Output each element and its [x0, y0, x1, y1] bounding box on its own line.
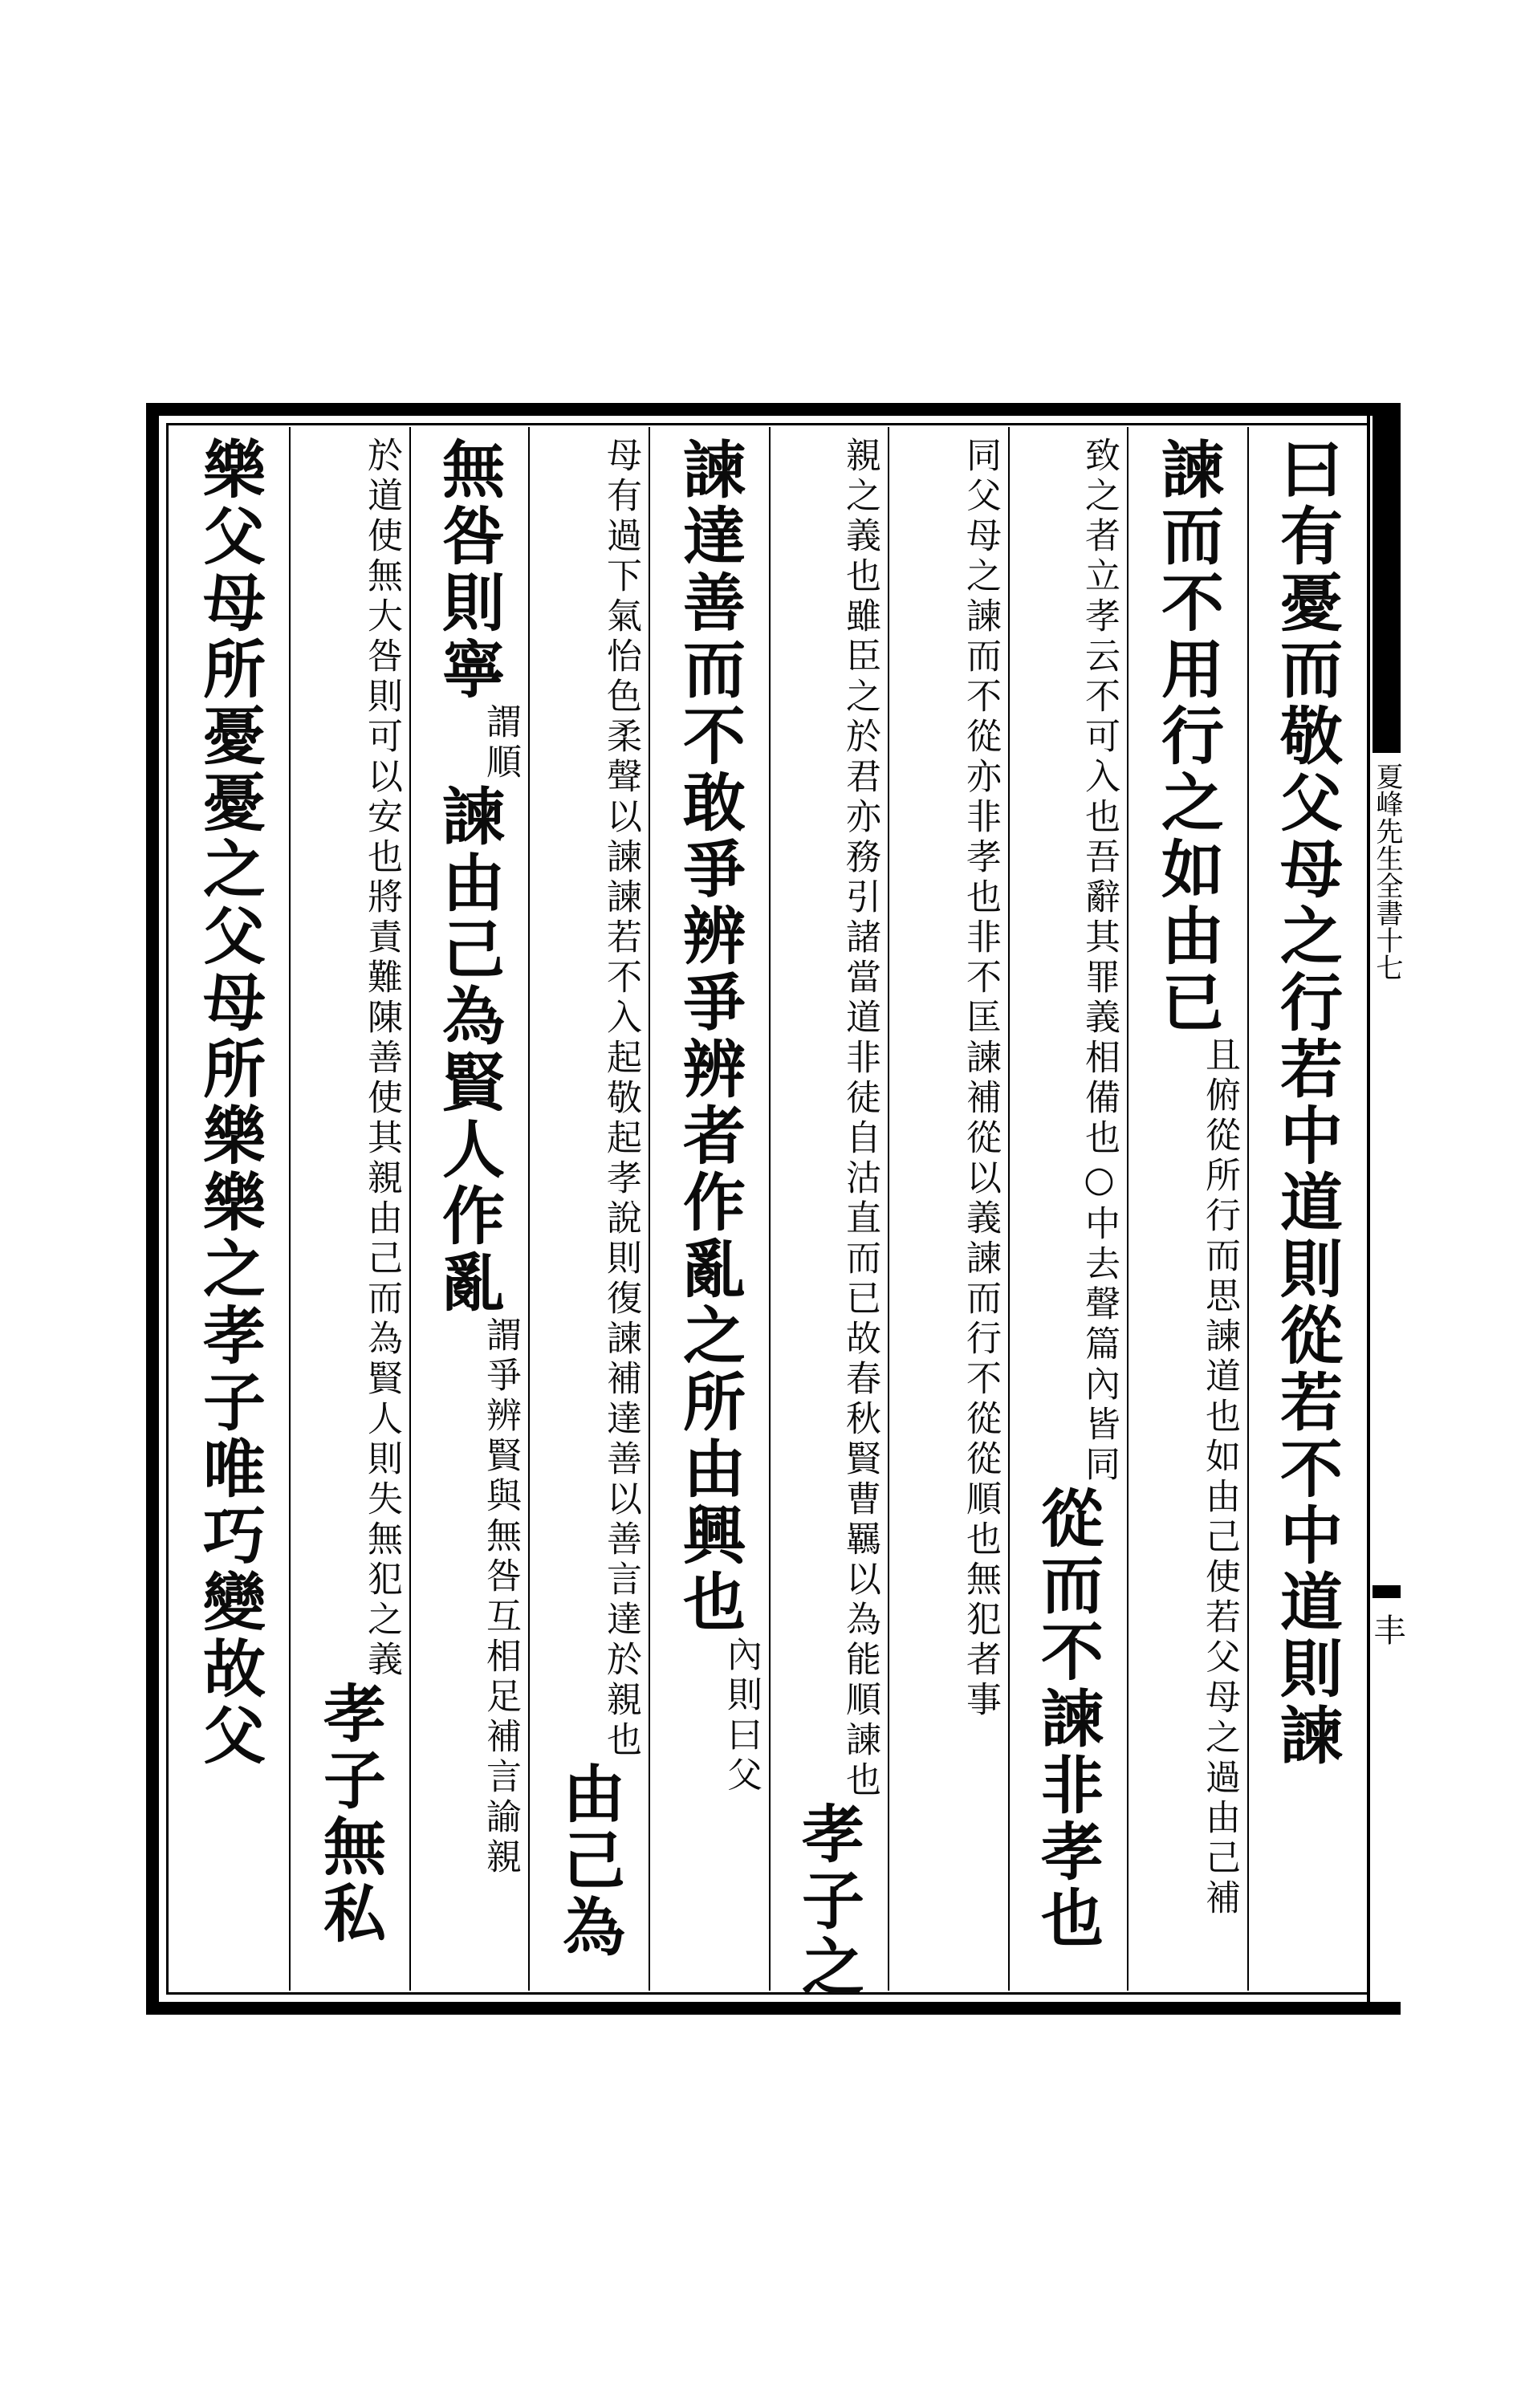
commentary-line: 親之義也雖臣之於君亦務引諸當道非徒 [840, 437, 880, 1119]
text-column-10 [172, 427, 289, 1991]
commentary-line: 自沽直而已故春秋賢曹羈以為能順諫也 [840, 1119, 880, 1801]
commentary-text: 起孝說則復諫 [600, 1119, 641, 1360]
commentary-text: 互相足 [480, 1597, 521, 1718]
black-mouth-upper [1372, 416, 1401, 753]
text-columns [169, 427, 1366, 2001]
main-text: 諫達善而不敢爭辨爭辨者作亂之所由興也 [673, 437, 746, 1636]
commentary-line [480, 1597, 521, 1878]
commentary-line: 謂順 [480, 703, 521, 783]
commentary-line [600, 1119, 641, 1761]
commentary-line [1199, 1438, 1240, 1919]
commentary-pair [713, 1636, 769, 1796]
commentary-pair [353, 437, 409, 1681]
commentary-line: 母有過下氣怡色柔聲以諫諫若不入起敬 [600, 437, 641, 1119]
commentary-text: 非不匡諫 [960, 918, 1001, 1079]
commentary-pair [952, 437, 1008, 1079]
text-column-2 [1130, 427, 1247, 1991]
main-text: 諫而不用行之如由已 [1151, 437, 1224, 1036]
text-column-5 [772, 427, 888, 2001]
main-text: 孝子之 [791, 1801, 864, 2001]
supplement-mark: 補 [600, 1360, 641, 1400]
commentary-pair [472, 703, 528, 783]
supplement-mark: 補 [1199, 1879, 1240, 1919]
commentary-line: 從順也無犯者事 [960, 1440, 1001, 1721]
text-column-9 [292, 427, 409, 1991]
text-column-3 [1011, 427, 1127, 1991]
text-column-7 [531, 427, 649, 1991]
main-text: 從而不諫非孝也 [1031, 1486, 1104, 1952]
main-text: 樂父母所憂憂之父母所樂樂之孝子唯巧變故父 [193, 437, 266, 1769]
commentary-line: 於道使無大咎則可以安也將責難陳善 [361, 437, 402, 1079]
commentary-text: 如由己使若父母之過由己 [1199, 1438, 1240, 1879]
text-column-4 [891, 427, 1008, 1991]
commentary-line: 致之者立孝云不可入也吾辭其 [1079, 437, 1120, 958]
supplement-mark: 補 [960, 1079, 1001, 1119]
commentary-line [960, 918, 1001, 1079]
text-column-8 [413, 427, 528, 1991]
fold-folio-number: 丰 [1368, 1613, 1405, 1645]
commentary-pair [1191, 1036, 1247, 1919]
commentary-line: 且俯從所行而思諫道也 [1199, 1036, 1240, 1438]
main-text: 諫由己為賢人作亂 [432, 783, 505, 1316]
fold-book-title: 夏峰先生全書十七 [1371, 763, 1403, 981]
commentary-line [960, 1079, 1001, 1440]
commentary-line [480, 1316, 521, 1597]
commentary-line: 同父母之諫而不從亦非孝也 [960, 437, 1001, 918]
commentary-line: 內則 [721, 1636, 762, 1716]
supplement-mark: 補 [480, 1718, 521, 1758]
commentary-pair [952, 1079, 1008, 1721]
main-text: 無咎則寧 [432, 437, 505, 703]
main-text: 由己為 [552, 1761, 625, 1961]
commentary-text: 達善以善言達於親也 [600, 1400, 641, 1761]
commentary-line: 罪義相備也○中去聲篇內皆同 [1079, 958, 1120, 1486]
commentary-pair [472, 1316, 528, 1878]
commentary-text: 賢與無咎 [480, 1437, 521, 1597]
text-column-1 [1250, 427, 1366, 1991]
commentary-text: 謂爭辨 [480, 1316, 521, 1437]
commentary-pair [832, 437, 888, 1801]
text-column-6 [652, 427, 769, 1991]
commentary-line: 使其親由己而為賢人則失無犯之義 [361, 1079, 402, 1681]
column-rule [888, 427, 889, 1991]
commentary-pair [592, 437, 649, 1761]
main-text: 曰有憂而敬父母之行若中道則從若不中道則諫 [1270, 437, 1343, 1769]
commentary-text: 言諭親 [480, 1758, 521, 1878]
commentary-line: 曰父 [721, 1716, 762, 1796]
main-text: 孝子無私 [313, 1681, 386, 1947]
commentary-pair [1071, 437, 1127, 1486]
commentary-text: 從以義諫而行不從 [960, 1119, 1001, 1440]
